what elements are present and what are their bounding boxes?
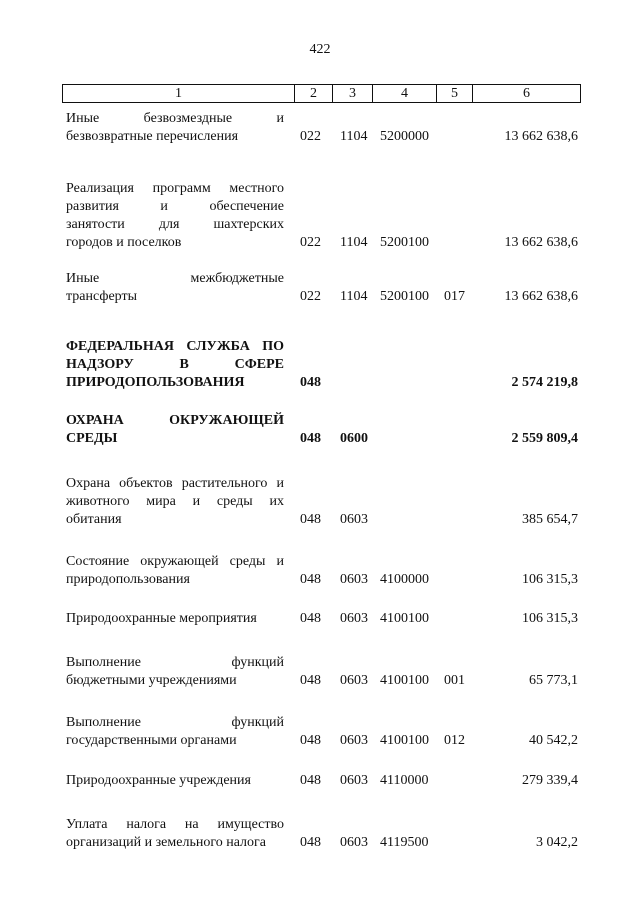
row-col-4: 5200100	[380, 235, 429, 250]
column-header-table	[62, 84, 581, 103]
row-col-2: 022	[300, 129, 321, 144]
row-name	[66, 475, 284, 529]
row-col-3: 0603	[340, 673, 368, 688]
column-header-3: 3	[333, 85, 373, 103]
row-name-line: ФЕДЕРАЛЬНАЯ СЛУЖБА ПО	[66, 339, 284, 354]
row-col-2: 022	[300, 289, 321, 304]
row-name	[66, 654, 284, 690]
row-col-6: 279 339,4	[522, 773, 578, 788]
row-name-line: государственными органами	[66, 733, 237, 748]
row-name	[66, 110, 284, 146]
row-col-6: 13 662 638,6	[504, 235, 578, 250]
row-col-2: 048	[300, 572, 321, 587]
row-col-5: 012	[444, 733, 465, 748]
row-name-line: развития и обеспечение	[66, 199, 284, 214]
row-name	[66, 270, 284, 306]
row-col-6: 13 662 638,6	[504, 129, 578, 144]
column-header-6: 6	[473, 85, 581, 103]
table-row	[0, 772, 640, 790]
row-name-line: Реализация программ местного	[66, 181, 284, 196]
row-col-3: 0603	[340, 611, 368, 626]
row-col-6: 2 574 219,8	[511, 375, 578, 390]
row-name-line: Иные безвозмездные и	[66, 111, 284, 126]
row-col-4: 5200100	[380, 289, 429, 304]
column-header-5: 5	[437, 85, 473, 103]
row-name-line: Состояние окружающей среды и	[66, 554, 284, 569]
row-name-line: природопользования	[66, 572, 190, 587]
row-col-3: 0603	[340, 512, 368, 527]
row-col-6: 106 315,3	[522, 611, 578, 626]
row-name	[66, 610, 284, 628]
row-col-4: 4100000	[380, 572, 429, 587]
row-col-2: 048	[300, 733, 321, 748]
row-name-line: животного мира и среды их	[66, 494, 284, 509]
row-col-6: 40 542,2	[529, 733, 578, 748]
row-name-line: городов и поселков	[66, 235, 182, 250]
row-col-2: 048	[300, 673, 321, 688]
row-col-3: 0603	[340, 572, 368, 587]
row-name-line: Природоохранные мероприятия	[66, 611, 257, 626]
row-name	[66, 412, 284, 448]
row-col-2: 048	[300, 611, 321, 626]
row-col-6: 65 773,1	[529, 673, 578, 688]
row-col-6: 13 662 638,6	[504, 289, 578, 304]
row-name	[66, 816, 284, 852]
row-col-4: 4100100	[380, 673, 429, 688]
row-name-line: трансферты	[66, 289, 138, 304]
row-name-line: Выполнение функций	[66, 655, 284, 670]
row-col-6: 106 315,3	[522, 572, 578, 587]
table-row	[0, 610, 640, 628]
row-col-3: 0603	[340, 835, 368, 850]
row-col-2: 022	[300, 235, 321, 250]
row-col-3: 0603	[340, 733, 368, 748]
row-name-line: Природоохранные учреждения	[66, 773, 251, 788]
row-name-line: организаций и земельного налога	[66, 835, 266, 850]
row-col-6: 3 042,2	[536, 835, 578, 850]
table-row	[0, 338, 640, 392]
row-name-line: Охрана объектов растительного и	[66, 476, 284, 491]
row-name-line: обитания	[66, 512, 122, 527]
row-col-4: 5200000	[380, 129, 429, 144]
row-col-2: 048	[300, 835, 321, 850]
row-col-2: 048	[300, 512, 321, 527]
table-row	[0, 412, 640, 448]
column-header-1: 1	[63, 85, 295, 103]
row-name-line: Иные межбюджетные	[66, 271, 284, 286]
row-name-line: СРЕДЫ	[66, 431, 118, 446]
row-name-line: НАДЗОРУ В СФЕРЕ	[66, 357, 284, 372]
row-col-3: 1104	[340, 289, 368, 304]
column-header-4: 4	[373, 85, 437, 103]
table-row	[0, 270, 640, 306]
row-name-line: Уплата налога на имущество	[66, 817, 284, 832]
row-col-2: 048	[300, 375, 321, 390]
row-col-4: 4119500	[380, 835, 429, 850]
row-name	[66, 180, 284, 252]
row-name-line: бюджетными учреждениями	[66, 673, 237, 688]
row-col-2: 048	[300, 431, 321, 446]
table-row	[0, 816, 640, 852]
row-name	[66, 553, 284, 589]
page-number: 422	[309, 42, 331, 57]
row-name-line: ОХРАНА ОКРУЖАЮЩЕЙ	[66, 413, 284, 428]
row-name-line: Выполнение функций	[66, 715, 284, 730]
row-col-2: 048	[300, 773, 321, 788]
row-name	[66, 772, 284, 790]
table-row	[0, 180, 640, 252]
row-col-5: 001	[444, 673, 465, 688]
row-col-5: 017	[444, 289, 465, 304]
row-name	[66, 338, 284, 392]
row-name-line: ПРИРОДОПОЛЬЗОВАНИЯ	[66, 375, 245, 390]
table-row	[0, 553, 640, 589]
row-col-4: 4100100	[380, 733, 429, 748]
row-col-3: 1104	[340, 129, 368, 144]
column-header-2: 2	[295, 85, 333, 103]
row-name-line: безвозвратные перечисления	[66, 129, 239, 144]
row-name-line: занятости для шахтерских	[66, 217, 284, 232]
row-col-6: 385 654,7	[522, 512, 578, 527]
row-col-3: 1104	[340, 235, 368, 250]
row-col-3: 0603	[340, 773, 368, 788]
table-row	[0, 110, 640, 146]
row-col-4: 4110000	[380, 773, 429, 788]
column-header-row	[63, 85, 581, 103]
row-col-4: 4100100	[380, 611, 429, 626]
row-col-3: 0600	[340, 431, 368, 446]
table-row	[0, 654, 640, 690]
table-row	[0, 714, 640, 750]
table-row	[0, 475, 640, 529]
row-name	[66, 714, 284, 750]
row-col-6: 2 559 809,4	[511, 431, 578, 446]
